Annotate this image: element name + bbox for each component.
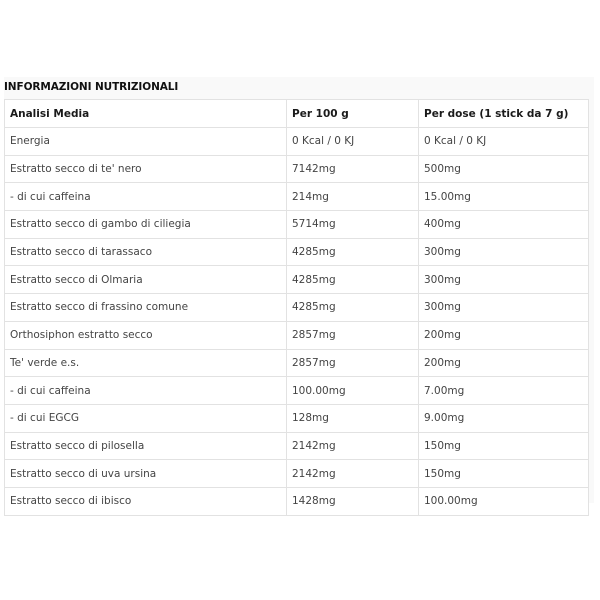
table-row	[5, 377, 589, 405]
section-title: INFORMAZIONI NUTRIZIONALI	[4, 81, 179, 93]
table-row	[5, 211, 589, 239]
nutrient-name: - di cui EGCG	[5, 404, 287, 432]
table-row	[5, 404, 589, 432]
value-per-100g: 214mg	[287, 183, 419, 211]
value-per-100g: 1428mg	[287, 487, 419, 515]
value-per-dose: 100.00mg	[419, 487, 589, 515]
nutrition-table	[4, 99, 589, 516]
value-per-dose: 15.00mg	[419, 183, 589, 211]
nutrient-name: Estratto secco di ibisco	[5, 487, 287, 515]
nutrition-panel	[4, 77, 594, 508]
table-row	[5, 432, 589, 460]
nutrient-name: - di cui caffeina	[5, 377, 287, 405]
value-per-dose: 150mg	[419, 432, 589, 460]
value-per-dose: 300mg	[419, 294, 589, 322]
nutrient-name: Estratto secco di tarassaco	[5, 238, 287, 266]
table-row	[5, 460, 589, 488]
value-per-100g: 4285mg	[287, 294, 419, 322]
header-per-100g: Per 100 g	[287, 100, 419, 128]
table-row	[5, 487, 589, 515]
value-per-100g: 0 Kcal / 0 KJ	[287, 128, 419, 156]
value-per-100g: 100.00mg	[287, 377, 419, 405]
value-per-dose: 9.00mg	[419, 404, 589, 432]
value-per-100g: 5714mg	[287, 211, 419, 239]
table-header-row	[5, 100, 589, 128]
value-per-dose: 200mg	[419, 321, 589, 349]
value-per-dose: 400mg	[419, 211, 589, 239]
value-per-dose: 150mg	[419, 460, 589, 488]
value-per-100g: 4285mg	[287, 238, 419, 266]
value-per-100g: 2142mg	[287, 460, 419, 488]
value-per-100g: 2857mg	[287, 321, 419, 349]
value-per-dose: 500mg	[419, 155, 589, 183]
nutrient-name: Estratto secco di pilosella	[5, 432, 287, 460]
nutrient-name: Estratto secco di gambo di ciliegia	[5, 211, 287, 239]
nutrient-name: Estratto secco di frassino comune	[5, 294, 287, 322]
nutrient-name: Energia	[5, 128, 287, 156]
table-row	[5, 128, 589, 156]
table-row	[5, 183, 589, 211]
nutrient-name: Te' verde e.s.	[5, 349, 287, 377]
value-per-dose: 7.00mg	[419, 377, 589, 405]
value-per-dose: 0 Kcal / 0 KJ	[419, 128, 589, 156]
nutrient-name: - di cui caffeina	[5, 183, 287, 211]
value-per-100g: 2142mg	[287, 432, 419, 460]
value-per-dose: 300mg	[419, 238, 589, 266]
table-row	[5, 266, 589, 294]
header-analisi-media: Analisi Media	[5, 100, 287, 128]
table-row	[5, 155, 589, 183]
header-per-dose: Per dose (1 stick da 7 g)	[419, 100, 589, 128]
value-per-100g: 128mg	[287, 404, 419, 432]
table-row	[5, 238, 589, 266]
value-per-dose: 200mg	[419, 349, 589, 377]
table-row	[5, 294, 589, 322]
table-row	[5, 349, 589, 377]
value-per-100g: 7142mg	[287, 155, 419, 183]
value-per-dose: 300mg	[419, 266, 589, 294]
nutrient-name: Orthosiphon estratto secco	[5, 321, 287, 349]
table-row	[5, 321, 589, 349]
value-per-100g: 4285mg	[287, 266, 419, 294]
nutrient-name: Estratto secco di Olmaria	[5, 266, 287, 294]
nutrient-name: Estratto secco di uva ursina	[5, 460, 287, 488]
nutrient-name: Estratto secco di te' nero	[5, 155, 287, 183]
value-per-100g: 2857mg	[287, 349, 419, 377]
